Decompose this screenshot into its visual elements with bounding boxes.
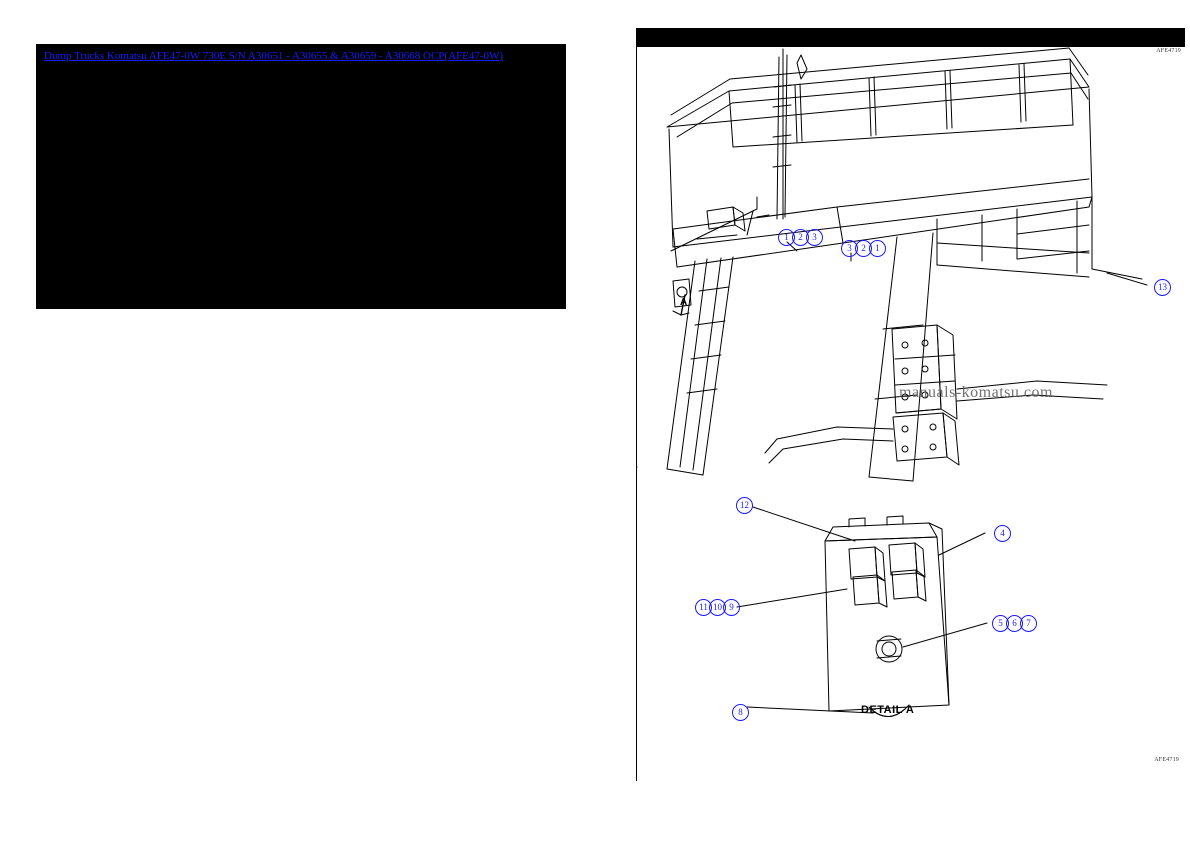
detail-a-label: DETAIL A (861, 704, 915, 716)
callout-balloon-3b[interactable]: 3 (841, 240, 858, 257)
detail-a-line-art (637, 29, 1185, 781)
section-marker-a-label: A (680, 297, 688, 308)
callout-balloon-4[interactable]: 4 (994, 525, 1011, 542)
callout-balloon-10[interactable]: 10 (709, 599, 726, 616)
callout-balloon-1b[interactable]: 1 (869, 240, 886, 257)
diagram-footer-code: AFE4719 (1154, 757, 1179, 763)
callout-balloon-3[interactable]: 3 (806, 229, 823, 246)
callout-balloon-1[interactable]: 1 (778, 229, 795, 246)
assembly-line-art (637, 29, 1185, 781)
callout-balloon-5[interactable]: 5 (992, 615, 1009, 632)
callout-balloon-13[interactable]: 13 (1154, 279, 1171, 296)
callout-balloon-9[interactable]: 9 (723, 599, 740, 616)
callout-balloon-8[interactable]: 8 (732, 704, 749, 721)
callout-balloon-6[interactable]: 6 (1006, 615, 1023, 632)
parts-diagram-panel (636, 28, 1185, 781)
callout-balloon-12[interactable]: 12 (736, 497, 753, 514)
callout-balloon-7[interactable]: 7 (1020, 615, 1037, 632)
callout-balloon-11[interactable]: 11 (695, 599, 712, 616)
document-title-link[interactable]: Dump Trucks Komatsu AFE47-0W 730E S/N A30651 - A30655 & A30659 - A30668 OCP(AFE47-0W) (44, 50, 504, 62)
watermark-text: manuals-komatsu.com (899, 384, 1053, 401)
thumbnail-preview-panel (36, 44, 566, 309)
callout-balloon-2b[interactable]: 2 (855, 240, 872, 257)
callout-balloon-2[interactable]: 2 (792, 229, 809, 246)
diagram-header-code: AFE4719 (1156, 48, 1181, 54)
diagram-header-bar (637, 29, 1185, 47)
